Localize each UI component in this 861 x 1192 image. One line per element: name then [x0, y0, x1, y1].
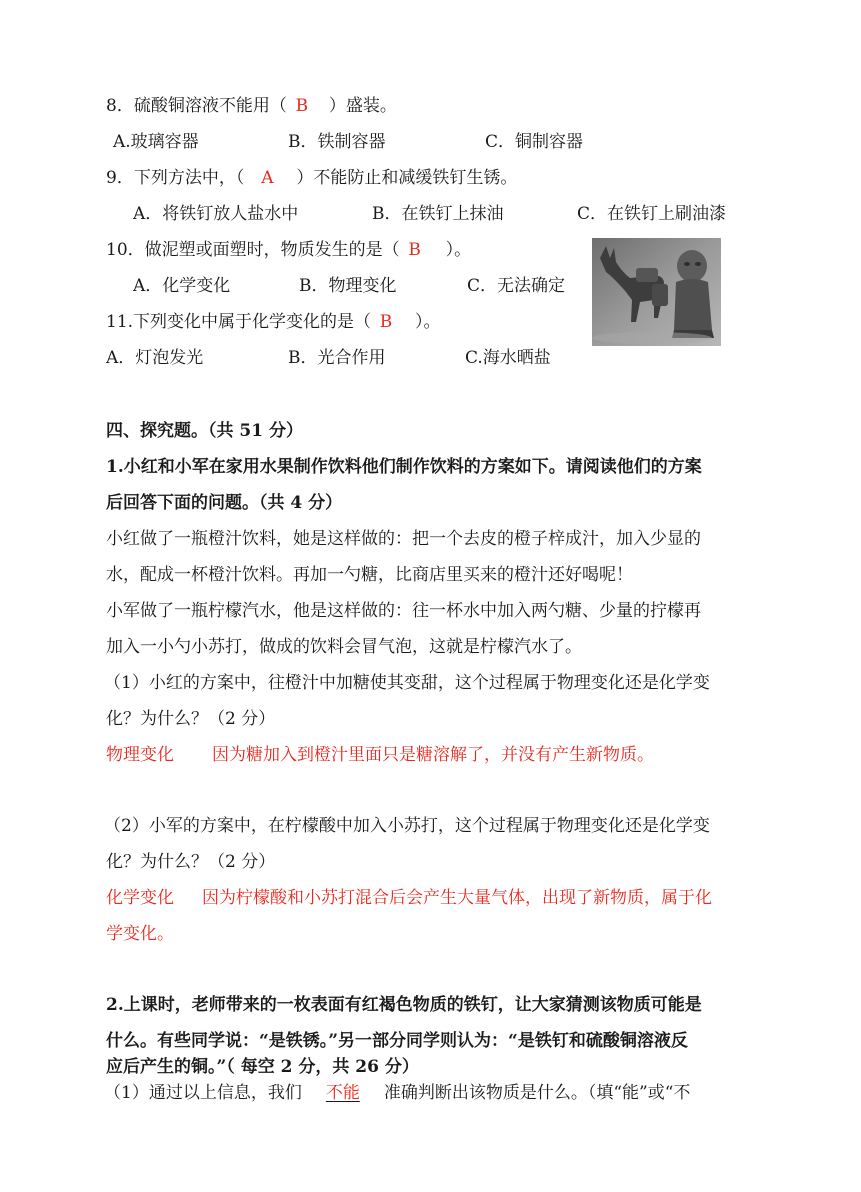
section-4-heading: 四、探究题。（共 51 分） [106, 421, 303, 441]
p1-answer-2-kind: 化学变化 [106, 888, 174, 908]
p2-question-1 [104, 1082, 690, 1104]
q10-option-a: A．化学变化 [133, 276, 231, 296]
q10-option-c: C．无法确定 [467, 276, 566, 296]
q9-option-a: A．将铁钉放人盐水中 [133, 204, 299, 224]
q11-suffix: ）。 [415, 312, 441, 332]
p2-question-1-answer: 不能 [325, 1083, 360, 1103]
p1-question-1-line2: 化？为什么？（2 分） [106, 709, 276, 729]
p2-question-1-blank [302, 1082, 384, 1104]
problem-1-title-line2: 后回答下面的问题。（共 4 分） [106, 493, 343, 513]
q9-suffix: ）不能防止和减缓铁钉生锈。 [296, 168, 518, 188]
p1-answer-1 [106, 744, 654, 766]
q11-prefix: 11.下列变化中属于化学变化的是（ [106, 312, 372, 332]
problem-2-line2: 什么。有些同学说：“是铁锈。”另一部分同学则认为：“是铁钉和硫酸铜溶液反 [106, 1031, 688, 1051]
xiaojun-text-line1: 小军做了一瓶柠檬汽水，他是这样做的：往一杯水中加入两勺糖、少量的拧檬再 [106, 601, 701, 621]
q8-option-a: A.玻璃容器 [113, 132, 199, 152]
q10-option-b: B．物理变化 [299, 276, 397, 296]
q10-prefix: 10．做泥塑或面塑时，物质发生的是（ [106, 240, 400, 260]
p2-question-1-prefix: （1）通过以上信息，我们 [104, 1083, 302, 1103]
q8-answer: B [295, 96, 309, 116]
q8-suffix: ）盛装。 [328, 96, 397, 116]
question-10 [106, 239, 471, 261]
problem-2-line3: 应后产生的铜。”（ 每空 2 分，共 26 分） [106, 1057, 419, 1077]
q9-prefix: 9．下列方法中，（ [106, 168, 245, 188]
q9-answer: A [261, 168, 274, 188]
question-9 [106, 167, 517, 189]
p1-answer-1-reason: 因为糖加入到橙汁里面只是糖溶解了，并没有产生新物质。 [212, 745, 654, 765]
q9-option-b: B．在铁钉上抹油 [372, 204, 504, 224]
p2-question-1-suffix: 准确判断出该物质是什么。（填“能”或“不 [383, 1083, 691, 1103]
p1-answer-1-kind: 物理变化 [106, 745, 174, 765]
problem-2-line1: 2.上课时，老师带来的一枚表面有红褐色物质的铁钉，让大家猜测该物质可能是 [106, 995, 702, 1015]
q10-suffix: ）。 [445, 240, 472, 260]
question-11 [106, 311, 441, 333]
xiaohong-text-line2: 水，配成一杯橙汁饮料。再加一勺糖，比商店里买来的橙汁还好喝呢！ [106, 565, 633, 585]
clay-figures-photo [592, 238, 721, 346]
p1-answer-2-line1 [106, 887, 712, 909]
q11-option-b: B．光合作用 [288, 348, 386, 368]
p1-answer-2-line2: 学变化。 [106, 924, 174, 944]
q8-option-b: B．铁制容器 [288, 132, 386, 152]
p1-question-2-line2: 化？为什么？（2 分） [106, 852, 276, 872]
q9-option-c: C．在铁钉上刷油漆 [577, 204, 727, 224]
p1-question-2-line1: （2）小军的方案中，在柠檬酸中加入小苏打，这个过程属于物理变化还是化学变 [104, 816, 710, 836]
xiaojun-text-line2: 加入一小勺小苏打，做成的饮料会冒气泡，这就是柠檬汽水了。 [106, 637, 582, 657]
problem-1-title-line1: 1.小红和小军在家用水果制作饮料他们制作饮料的方案如下。请阅读他们的方案 [106, 457, 702, 477]
q8-prefix: 8．硫酸铜溶液不能用（ [106, 96, 287, 116]
q10-answer: B [408, 240, 421, 260]
p1-question-1-line1: （1）小红的方案中，往橙汁中加糖使其变甜，这个过程属于物理变化还是化学变 [104, 673, 710, 693]
question-8 [106, 95, 397, 117]
xiaohong-text-line1: 小红做了一瓶橙汁饮料，她是这样做的：把一个去皮的橙子梓成汁，加入少显的 [106, 529, 701, 549]
q8-option-c: C．铜制容器 [485, 132, 584, 152]
q11-answer: B [379, 312, 393, 332]
q11-option-a: A．灯泡发光 [106, 348, 204, 368]
q11-option-c: C.海水晒盐 [465, 348, 551, 368]
p1-answer-2-reason: 因为柠檬酸和小苏打混合后会产生大量气体，出现了新物质，属于化 [202, 888, 712, 908]
